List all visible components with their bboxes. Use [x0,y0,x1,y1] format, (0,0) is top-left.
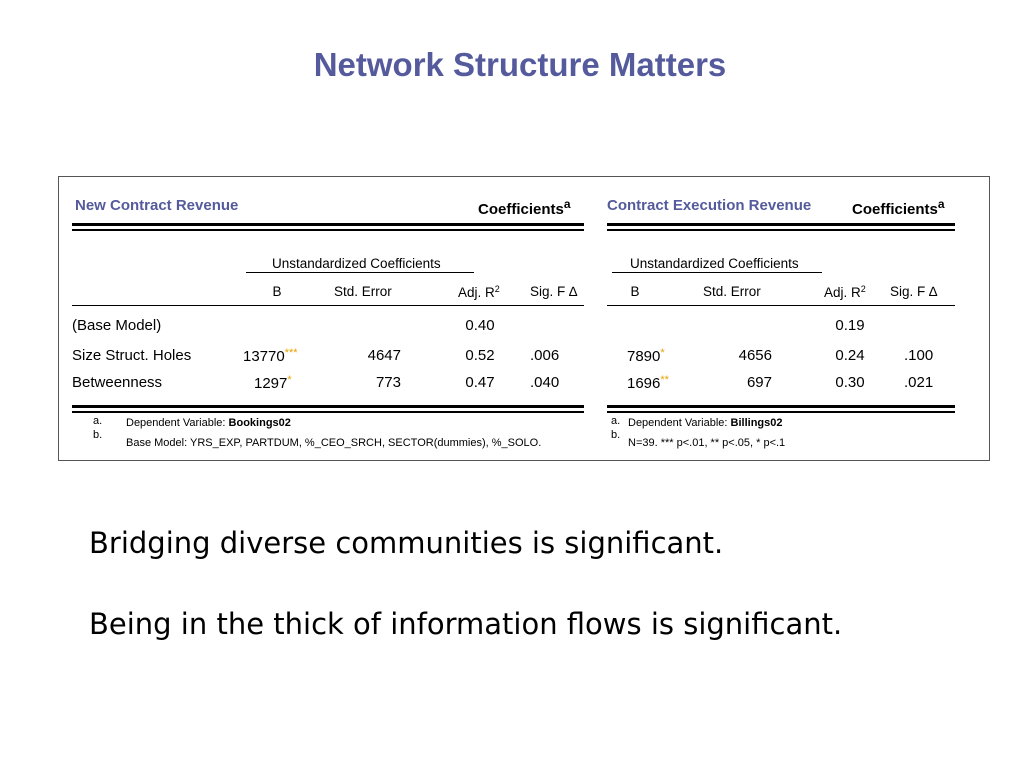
left-row-se: 773 [375,374,401,391]
left-row-b: 1297* [254,374,292,392]
left-row-label: Betweenness [72,374,163,391]
left-note-b-marker: b. [93,429,103,441]
right-group-rule [612,272,822,273]
left-row-adj: 0.52 [465,347,495,364]
left-group-rule [246,272,474,273]
right-note-b: N=39. *** p<.01, ** p<.05, * p<.1 [628,437,786,449]
right-row-b: 1696** [627,374,669,392]
left-col-se: Std. Error [334,284,392,299]
left-coefficients-superscript: a [563,197,571,211]
right-col-b: B [630,284,640,299]
significance-stars: * [660,347,665,359]
right-col-sig: Sig. F ∆ [890,284,938,299]
right-row-se: 697 [746,374,772,391]
right-row-adj: 0.19 [835,317,865,334]
slide-title: Network Structure Matters [313,46,727,83]
right-row-se: 4656 [738,347,772,364]
left-coefficients-label: Coefficients$^a$ [478,197,571,218]
significance-stars: * [287,374,292,386]
left-row-sig: .040 [530,374,560,391]
left-row-se: 4647 [367,347,401,364]
significance-stars: ** [660,374,669,386]
left-group-header: Unstandardized Coefficients [272,256,441,271]
right-coefficients-superscript: a [937,197,945,211]
left-row-b: 13770*** [243,347,298,365]
left-row-adj: 0.47 [465,374,495,391]
right-table-title: Contract Execution Revenue [607,197,812,214]
right-group-header: Unstandardized Coefficients [630,256,799,271]
left-row-label: (Base Model) [72,317,162,334]
left-col-sig: Sig. F ∆ [530,284,578,299]
right-coefficients-label: Coefficients$^a$ [852,197,945,218]
right-note-a: Dependent Variable: Billings02 [628,417,783,429]
bullet-text: Bridging diverse communities is significant. [89,526,724,560]
right-row-adj: 0.30 [835,374,865,391]
left-header-rule [72,223,584,231]
right-row-sig: .021 [904,374,934,391]
left-col-adj: Adj. $R^2$ [458,284,500,300]
right-row-sig: .100 [904,347,934,364]
left-note-a: Dependent Variable: Bookings02 [126,417,291,429]
right-row-b: 7890* [627,347,665,365]
left-columns-rule [72,305,584,306]
left-row-label: Size Struct. Holes [72,347,192,364]
significance-stars: *** [284,347,298,359]
bullet-text: Being in the thick of information flows is significant. [89,607,843,641]
right-note-b-marker: b. [611,429,621,441]
right-note-a-marker: a. [611,415,621,427]
left-footer-rule [72,405,584,413]
left-note-b: Base Model: YRS_EXP, PARTDUM, %_CEO_SRCH, SECTOR(dummies), %_SOLO. [126,437,542,449]
right-footer-rule [607,405,955,413]
right-columns-rule [607,305,955,306]
left-row-sig: .006 [530,347,560,364]
left-table-title: New Contract Revenue [75,197,239,214]
right-row-adj: 0.24 [835,347,865,364]
right-col-se: Std. Error [703,284,761,299]
right-header-rule [607,223,955,231]
left-row-adj: 0.40 [465,317,495,334]
left-col-b: B [272,284,282,299]
right-col-adj: Adj. $R^2$ [824,284,866,300]
left-note-a-marker: a. [93,415,103,427]
